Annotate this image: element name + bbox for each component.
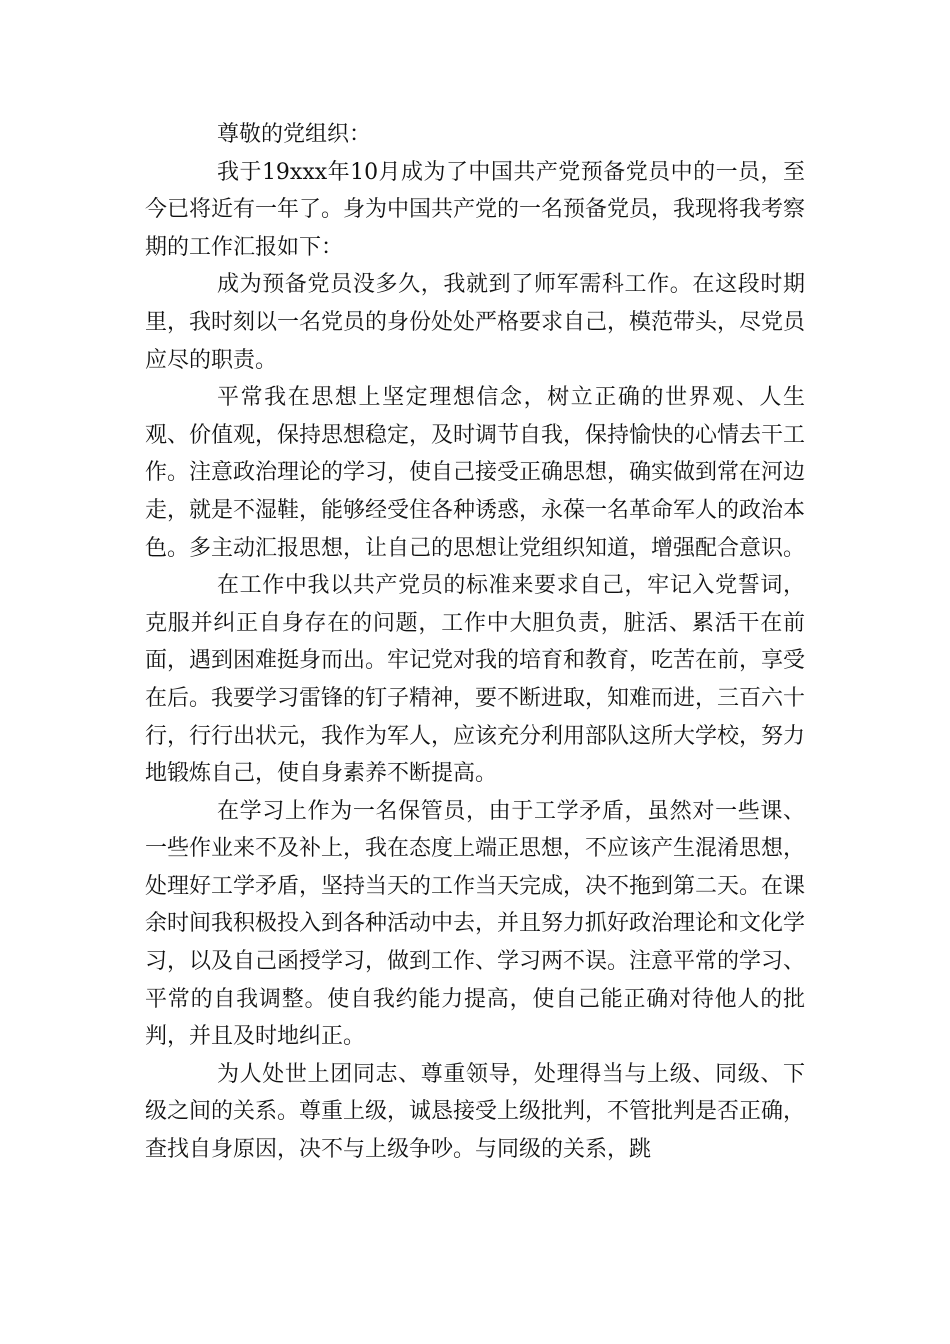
paragraph-1: 我于19xxx年10月成为了中国共产党预备党员中的一员，至今已将近有一年了。身为中国共产党的一名预备党员，我现将我考察期的工作汇报如下： [145, 159, 806, 260]
paragraph-5: 在学习上作为一名保管员，由于工学矛盾，虽然对一些课、一些作业来不及补上，我在态度上端正思想，不应该产生混淆思想，处理好工学矛盾，坚持当天的工作当天完成，决不拖到第二天。在课余时间我积极投入到各种活动中去，并且努力抓好政治理论和文化学习，以及自己函授学习，做到工作、学习两不误。注意平常的学习、平常的自我调整。使自我约能力提高，使自己能正确对待他人的批判，并且及时地纠正。 [145, 798, 806, 1050]
paragraph-6: 为人处世上团同志、尊重领导，处理得当与上级、同级、下级之间的关系。尊重上级，诚恳接受上级批判，不管批判是否正确，查找自身原因，决不与上级争吵。与同级的关系，跳 [145, 1061, 806, 1163]
paragraph-2: 成为预备党员没多久，我就到了师军需科工作。在这段时期里，我时刻以一名党员的身份处处严格要求自己，模范带头，尽党员应尽的职责。 [145, 272, 806, 373]
document-body [145, 116, 805, 1169]
paragraph-4: 在工作中我以共产党员的标准来要求自己，牢记入党誓词，克服并纠正自身存在的问题，工作中大胆负责，脏活、累活干在前面，遇到困难挺身而出。牢记党对我的培育和教育，吃苦在前，享受在后。我要学习雷锋的钉子精神，要不断进取，知难而进，三百六十行，行行出状元，我作为军人，应该充分利用部队这所大学校，努力地锻炼自己，使自身素养不断提高。 [145, 573, 806, 787]
salutation: 尊敬的党组织： [217, 122, 372, 147]
paragraph-3: 平常我在思想上坚定理想信念，树立正确的世界观、人生观、价值观，保持思想稳定，及时调节自我，保持愉快的心情去干工作。注意政治理论的学习，使自己接受正确思想，确实做到常在河边走，就是不湿鞋，能够经受住各种诱惑，永葆一名革命军人的政治本色。多主动汇报思想，让自己的思想让党组织知道，增强配合意识。 [145, 385, 806, 561]
